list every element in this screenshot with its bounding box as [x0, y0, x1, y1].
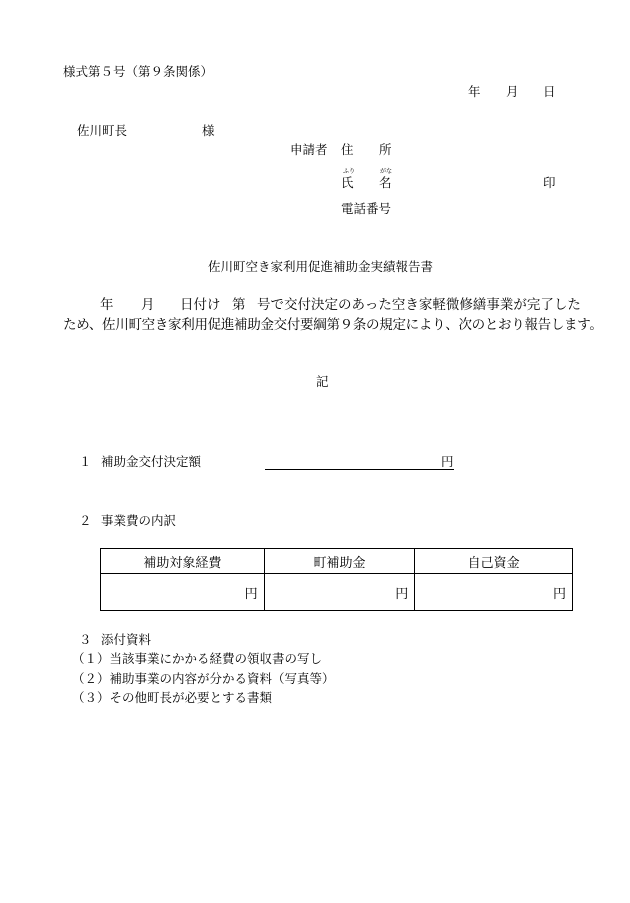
- attachment-item: （３）その他町長が必要とする書類: [72, 690, 273, 705]
- expense-cell-eligible-cost: 円: [101, 574, 265, 611]
- address-label-char2: 所: [379, 142, 392, 157]
- name-ruby-2: がな: [380, 168, 393, 175]
- ki-heading: 記: [316, 374, 329, 389]
- body-line2: ため、佐川町空き家利用促進補助金交付要綱第９条の規定により、次のとおり報告します。: [63, 317, 603, 333]
- phone-label: 電話番号: [341, 201, 392, 216]
- addressee-honorific: 様: [202, 123, 215, 138]
- addressee-title: 佐川町長: [77, 123, 128, 138]
- expense-cell-town-subsidy: 円: [264, 574, 415, 611]
- name-ruby-1: ふり: [343, 168, 356, 175]
- address-label-char1: 住: [341, 142, 354, 157]
- body-year-label: 年: [100, 297, 114, 313]
- section1-label: 補助金交付決定額: [101, 454, 202, 469]
- seal-mark: 印: [543, 175, 556, 190]
- expense-table-value-row: [101, 574, 573, 611]
- date-day-label: 日: [543, 84, 556, 99]
- expense-cell-own-funds: 円: [415, 574, 573, 611]
- form-number: 様式第５号（第９条関係）: [63, 64, 214, 79]
- body-line1-rest: 号で交付決定のあった空き家軽微修繕事業が完了した: [257, 297, 581, 313]
- expense-header-own-funds: 自己資金: [415, 549, 573, 574]
- section2-number: ２: [79, 513, 92, 528]
- name-label-char1: 氏: [341, 175, 354, 190]
- section2-label: 事業費の内訳: [101, 513, 177, 528]
- attachment-item: （２）補助事業の内容が分かる資料（写真等）: [72, 671, 335, 686]
- section1-amount-line: [265, 469, 454, 470]
- name-label-char2: 名: [379, 175, 392, 190]
- expense-table-header-row: [101, 549, 573, 574]
- section3-label: 添付資料: [101, 632, 152, 647]
- date-year-label: 年: [468, 84, 481, 99]
- section1-unit: 円: [441, 454, 454, 469]
- body-month-label: 月: [141, 297, 155, 313]
- body-number-prefix: 第: [232, 297, 246, 313]
- date-month-label: 月: [506, 84, 519, 99]
- body-date-ref: 日付け: [180, 297, 221, 313]
- applicant-label: 申請者: [290, 142, 328, 157]
- expense-header-eligible-cost: 補助対象経費: [101, 549, 265, 574]
- expense-table: [100, 548, 573, 611]
- section3-number: ３: [79, 632, 92, 647]
- attachment-item: （１）当該事業にかかる経費の領収書の写し: [72, 651, 323, 666]
- section1-number: １: [79, 454, 92, 469]
- expense-header-town-subsidy: 町補助金: [264, 549, 415, 574]
- document-title: 佐川町空き家利用促進補助金実績報告書: [208, 259, 434, 274]
